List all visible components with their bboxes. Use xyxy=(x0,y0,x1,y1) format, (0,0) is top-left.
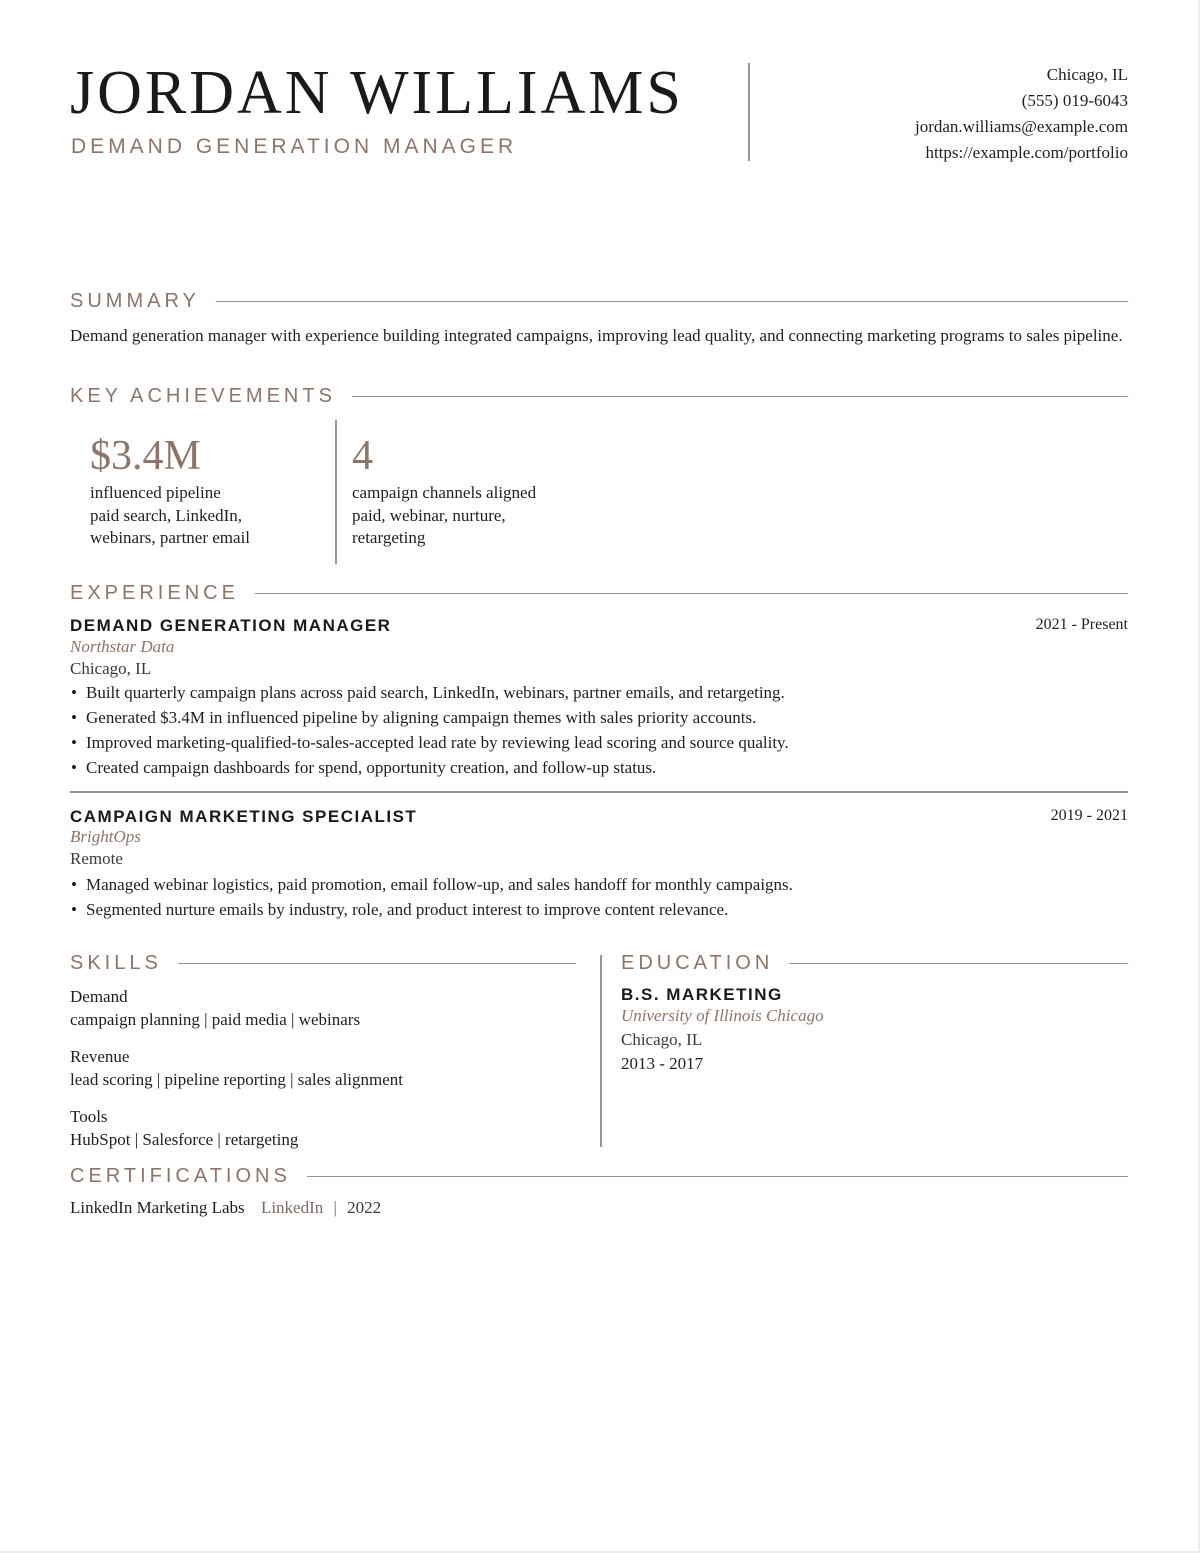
skills-heading xyxy=(70,952,576,975)
education-school: University of Illinois Chicago xyxy=(621,1006,824,1025)
job-location: Remote xyxy=(70,849,123,868)
certification-name: LinkedIn Marketing Labs xyxy=(70,1198,245,1217)
job-dates: 2019 - 2021 xyxy=(1050,807,1128,824)
skill-group xyxy=(70,1105,570,1151)
contact-website: https://example.com/portfolio xyxy=(925,143,1128,162)
job-bullets xyxy=(70,872,1128,922)
skill-group-name: Tools xyxy=(70,1107,108,1126)
section-label: EXPERIENCE xyxy=(70,582,239,604)
bullet-item: • Created campaign dashboards for spend, opportunity creation, and follow-up status. xyxy=(70,755,1128,780)
education-location: Chicago, IL xyxy=(621,1030,703,1049)
job-divider xyxy=(70,791,1128,793)
skill-group-name: Demand xyxy=(70,987,128,1006)
section-rule xyxy=(307,1176,1128,1178)
achievement-metric: $3.4M xyxy=(90,433,201,479)
section-rule xyxy=(178,963,576,965)
skill-group-items: HubSpot | Salesforce | retargeting xyxy=(70,1130,299,1149)
contact-block xyxy=(915,62,1128,166)
section-rule xyxy=(789,963,1128,965)
skills-list xyxy=(70,985,570,1165)
contact-phone: (555) 019-6043 xyxy=(1021,91,1128,110)
achievement-item xyxy=(90,430,250,550)
bullet-item: • Generated $3.4M in influenced pipeline by aligning campaign themes with sales priority accounts. xyxy=(70,705,1128,730)
summary-text: Demand generation manager with experience building integrated campaigns, improving lead quality, and connecting marketing programs to sales pipeline. xyxy=(70,326,1123,345)
job-dates: 2021 - Present xyxy=(1035,616,1128,633)
education-dates: 2013 - 2017 xyxy=(621,1054,704,1073)
experience-heading xyxy=(70,582,1128,605)
bullet-item: • Built quarterly campaign plans across paid search, LinkedIn, webinars, partner emails, and retargeting. xyxy=(70,680,1128,705)
certification-year: 2022 xyxy=(347,1198,382,1217)
job-company: Northstar Data xyxy=(70,637,175,656)
education-heading xyxy=(621,952,1128,975)
job-title: DEMAND GENERATION MANAGER xyxy=(70,616,392,635)
job-title: CAMPAIGN MARKETING SPECIALIST xyxy=(70,807,418,826)
job-location: Chicago, IL xyxy=(70,659,152,678)
achievement-detail: paid search, LinkedIn, xyxy=(90,505,242,525)
achievements-heading xyxy=(70,385,1128,408)
skill-group-items: campaign planning | paid media | webinars xyxy=(70,1010,361,1029)
section-label: CERTIFICATIONS xyxy=(70,1165,291,1187)
certification-issuer: LinkedIn xyxy=(260,1198,324,1217)
achievement-detail: retargeting xyxy=(352,528,426,547)
candidate-name: JORDAN WILLIAMS xyxy=(70,59,684,127)
section-label: SUMMARY xyxy=(70,290,200,312)
contact-email: jordan.williams@example.com xyxy=(915,117,1128,136)
section-label: SKILLS xyxy=(70,952,162,974)
certification-item xyxy=(70,1198,381,1218)
candidate-title: DEMAND GENERATION MANAGER xyxy=(71,135,518,158)
job-company: BrightOps xyxy=(70,827,141,846)
header-divider xyxy=(748,63,750,161)
achievement-label: influenced pipeline xyxy=(90,483,221,502)
column-divider xyxy=(600,955,602,1147)
bullet-item: • Managed webinar logistics, paid promotion, email follow-up, and sales handoff for monthly campaigns. xyxy=(70,872,1128,897)
section-label: EDUCATION xyxy=(621,952,774,974)
achievement-item xyxy=(352,430,536,550)
certification-separator: | xyxy=(333,1198,337,1217)
section-rule xyxy=(255,593,1128,595)
contact-location: Chicago, IL xyxy=(1046,65,1128,84)
skill-group xyxy=(70,985,570,1031)
job-bullets xyxy=(70,680,1128,780)
achievement-metric: 4 xyxy=(352,433,373,479)
section-rule xyxy=(352,396,1128,398)
education-degree: B.S. MARKETING xyxy=(621,985,783,1004)
bullet-item: • Improved marketing-qualified-to-sales-accepted lead rate by reviewing lead scoring and source quality. xyxy=(70,730,1128,755)
achievement-label: campaign channels aligned xyxy=(352,483,537,502)
section-rule xyxy=(216,301,1128,303)
skill-group-items: lead scoring | pipeline reporting | sales alignment xyxy=(70,1070,404,1089)
achievement-detail: paid, webinar, nurture, xyxy=(352,505,506,525)
skill-group-name: Revenue xyxy=(70,1047,130,1066)
certifications-heading xyxy=(70,1165,1128,1188)
skill-group xyxy=(70,1045,570,1091)
bullet-item: • Segmented nurture emails by industry, role, and product interest to improve content relevance. xyxy=(70,897,1128,922)
section-label: KEY ACHIEVEMENTS xyxy=(70,385,336,407)
summary-heading xyxy=(70,290,1128,313)
achievement-detail: webinars, partner email xyxy=(90,528,251,547)
achievement-divider xyxy=(335,420,337,564)
